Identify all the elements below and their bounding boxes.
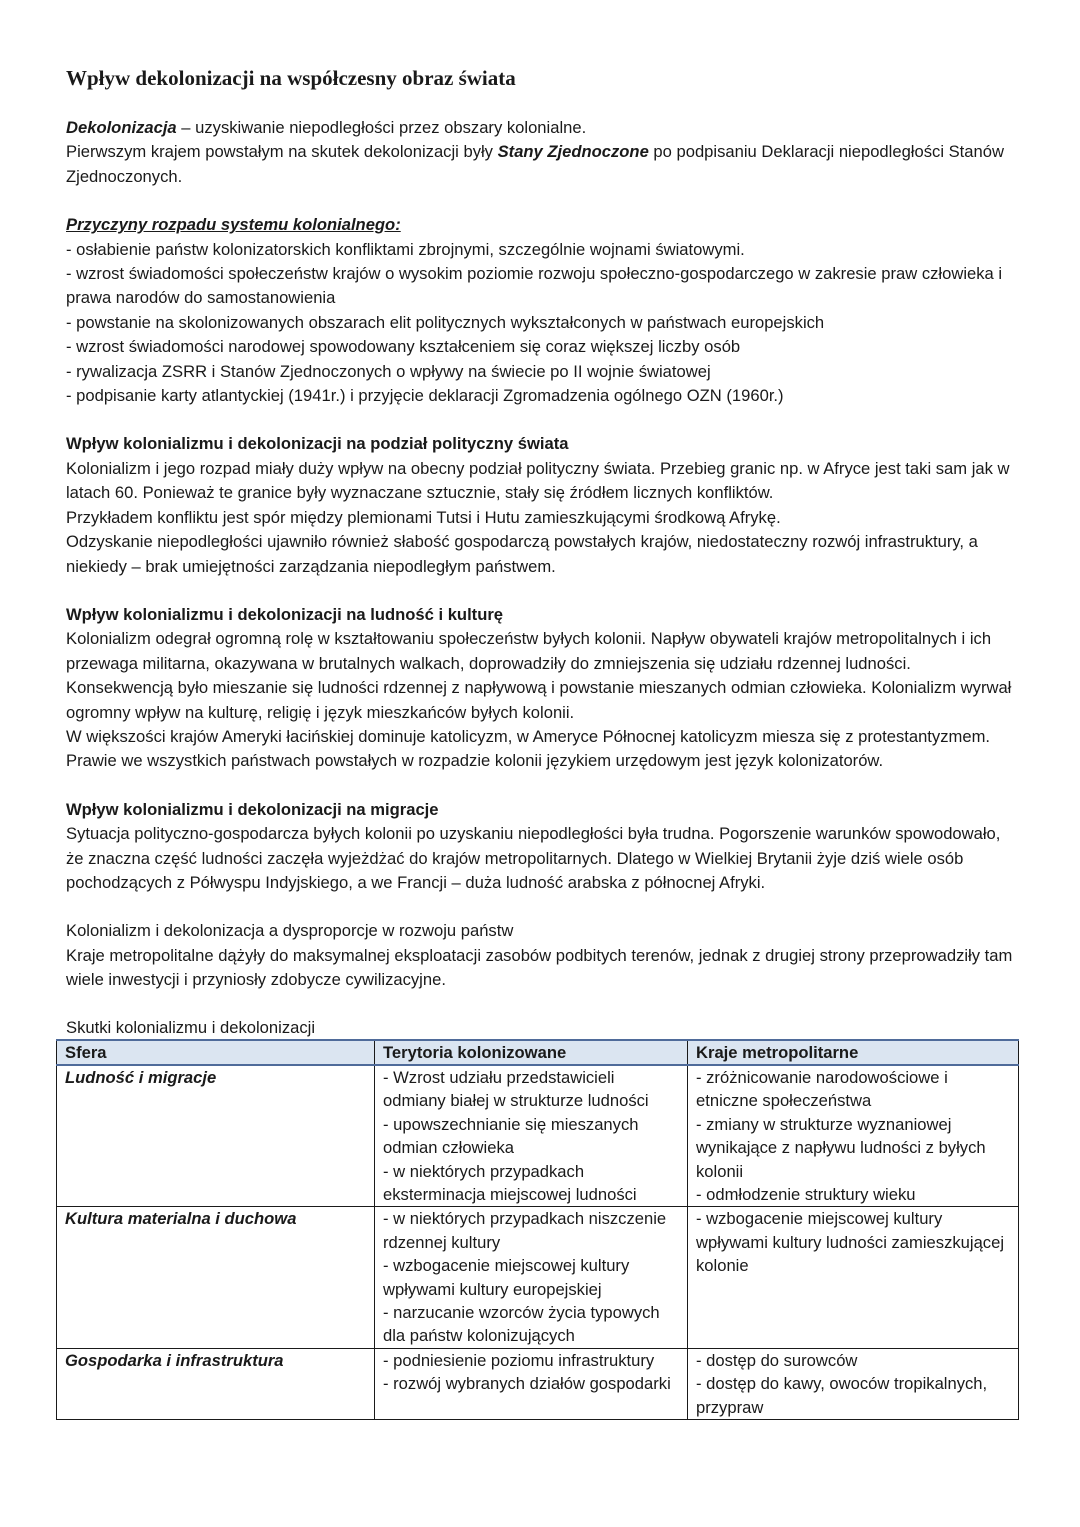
definition-section [66,116,1020,189]
first-country-paragraph [66,140,1020,189]
effect-item: - dostęp do surowców [696,1350,858,1370]
effect-item: - dostęp do kawy, owoców tropikalnych, przypraw [696,1374,988,1417]
table-row [57,1065,1019,1207]
sphere-cell: Ludność i migracje [57,1065,375,1207]
effect-item: - odmłodzenie struktury wieku [696,1185,916,1205]
effect-item: - w niektórych przypadkach eksterminacja miejscowej ludności [383,1161,637,1205]
metropolitan-cell [688,1348,1019,1419]
definition-paragraph [66,116,1020,140]
effect-item: - Wzrost udziału przedstawicieli odmiany białej w strukturze ludności [383,1068,649,1111]
disproportion-paragraph: Kraje metropolitalne dążyły do maksymalnej eksploatacji zasobów podbitych terenów, jednak z drugiej strony przeprowadziły tam wiele inwestycji i przyniosły zdobycze cywilizacyjne. [66,945,1013,990]
culture-section [66,603,1020,774]
colonized-cell [375,1207,688,1348]
causes-heading: Przyczyny rozpadu systemu kolonialnego: [66,215,401,235]
politics-paragraph: Przykładem konfliktu jest spór między plemionami Tutsi i Hutu zamieszkującymi środkową Afrykę. [66,507,781,527]
culture-heading: Wpływ kolonializmu i dekolonizacji na ludność i kulturę [66,604,504,624]
disproportion-section [66,919,1020,992]
politics-heading: Wpływ kolonializmu i dekolonizacji na podział polityczny świata [66,434,569,454]
effect-item: - podniesienie poziomu infrastruktury [383,1350,655,1370]
metropolitan-cell [688,1065,1019,1207]
first-country-text-after: po podpisaniu Deklaracji niepodległości Stanów Zjednoczonych. [66,142,1004,186]
disproportion-heading: Kolonializm i dekolonizacja a dysproporcje w rozwoju państw [66,921,514,941]
migration-paragraph: Sytuacja polityczno-gospodarcza byłych kolonii po uzyskaniu niepodległości była trudna. Pogorszenie warunków spowodowało, że znaczna część ludności zaczęła wyjeżdżać do krajów metropolitarnych. Dlatego w Wielkiej Brytanii żyje dziś wiele osób pochodzących z Półwyspu Indyjskiego, a we Francji – duża ludność arabska z północnej Afryki. [66,824,1001,892]
causes-section [66,213,1020,408]
cause-item: - wzrost świadomości społeczeństw krajów o wysokim poziomie rozwoju społeczno-gospodarczego w zakresie praw człowieka i prawa narodów do samostanowienia [66,264,1003,308]
definition-text: – uzyskiwanie niepodległości przez obszary kolonialne. [176,118,587,137]
cause-item: - powstanie na skolonizowanych obszarach elit politycznych wykształconych w państwach europejskich [66,312,825,332]
sphere-cell: Kultura materialna i duchowa [57,1207,375,1348]
effect-item: - wzbogacenie miejscowej kultury wpływami kultury europejskiej [383,1256,630,1299]
effect-item: - zmiany w strukturze wyznaniowej wynikające z napływu ludności z byłych kolonii [696,1114,986,1181]
cause-item: - wzrost świadomości narodowej spowodowany kształceniem się coraz większej liczby osób [66,337,741,357]
effect-item: - w niektórych przypadkach niszczenie rdzennej kultury [383,1209,667,1252]
cause-item: - podpisanie karty atlantyckiej (1941r.) i przyjęcie deklaracji Zgromadzenia ogólnego OZN (1960r.) [66,386,784,406]
first-country-emphasis: Stany Zjednoczone [497,142,649,162]
cause-item: - osłabienie państw kolonizatorskich konfliktami zbrojnymi, szczególnie wojnami światowymi. [66,239,745,259]
table-header-row [57,1040,1019,1065]
effect-item: - upowszechnianie się mieszanych odmian człowieka [383,1114,639,1158]
page-title: Wpływ dekolonizacji na współczesny obraz świata [66,66,516,90]
politics-paragraph: Kolonializm i jego rozpad miały duży wpływ na obecny podział polityczny świata. Przebieg granic np. w Afryce jest taki sam jak w latach 60. Ponieważ te granice były wyznaczane sztucznie, stały się źródłem licznych konfliktów. [66,458,1010,503]
sphere-cell: Gospodarka i infrastruktura [57,1348,375,1419]
table-row [57,1207,1019,1348]
migration-heading: Wpływ kolonializmu i dekolonizacji na migracje [66,799,439,819]
effects-table [56,1039,1019,1421]
first-country-text-before: Pierwszym krajem powstałym na skutek dekolonizacji były [66,142,498,162]
politics-paragraph: Odzyskanie niepodległości ujawniło również słabość gospodarczą powstałych krajów, niedostateczny rozwój infrastruktury, a niekiedy – brak umiejętności zarządzania niepodległym państwem. [66,532,978,576]
effect-item: - zróżnicowanie narodowościowe i etniczne społeczeństwa [696,1068,948,1111]
effect-item: - narzucanie wzorców życia typowych dla państw kolonizujących [383,1303,660,1346]
table-row [57,1348,1019,1419]
culture-paragraph: W większości krajów Ameryki łacińskiej dominuje katolicyzm, w Ameryce Północnej katolicyzm miesza się z protestantyzmem. Prawie we wszystkich państwach powstałych w rozpadzie kolonii językiem urzędowym jest język kolonizatorów. [66,726,990,771]
effect-item: - wzbogacenie miejscowej kultury wpływami kultury ludności zamieszkującej kolonie [696,1209,1005,1276]
colonized-cell [375,1065,688,1207]
cause-item: - rywalizacja ZSRR i Stanów Zjednoczonych o wpływy na świecie po II wojnie światowej [66,361,711,381]
table-caption: Skutki kolonializmu i dekolonizacji [66,1017,316,1037]
table-header-cell: Kraje metropolitarne [688,1040,1019,1065]
table-header-cell: Terytoria kolonizowane [375,1040,688,1065]
effect-item: - rozwój wybranych działów gospodarki [383,1374,671,1394]
definition-term: Dekolonizacja [66,118,177,137]
politics-section [66,432,1020,578]
table-header-cell: Sfera [57,1040,375,1065]
colonized-cell [375,1348,688,1419]
culture-paragraph: Kolonializm odegrał ogromną rolę w kształtowaniu społeczeństw byłych kolonii. Napływ obywateli krajów metropolitalnych i ich przewaga militarna, okazywana w brutalnych walkach, doprowadziły do zmniejszenia się udziału rdzennej ludności. Konsekwencją było mieszanie się ludności rdzennej z napływową i powstanie mieszanych odmian człowieka. Kolonializm wyrwał ogromny wpływ na kulturę, religię i język mieszkańców byłych kolonii. [66,629,1012,722]
metropolitan-cell [688,1207,1019,1348]
migration-section [66,798,1020,896]
